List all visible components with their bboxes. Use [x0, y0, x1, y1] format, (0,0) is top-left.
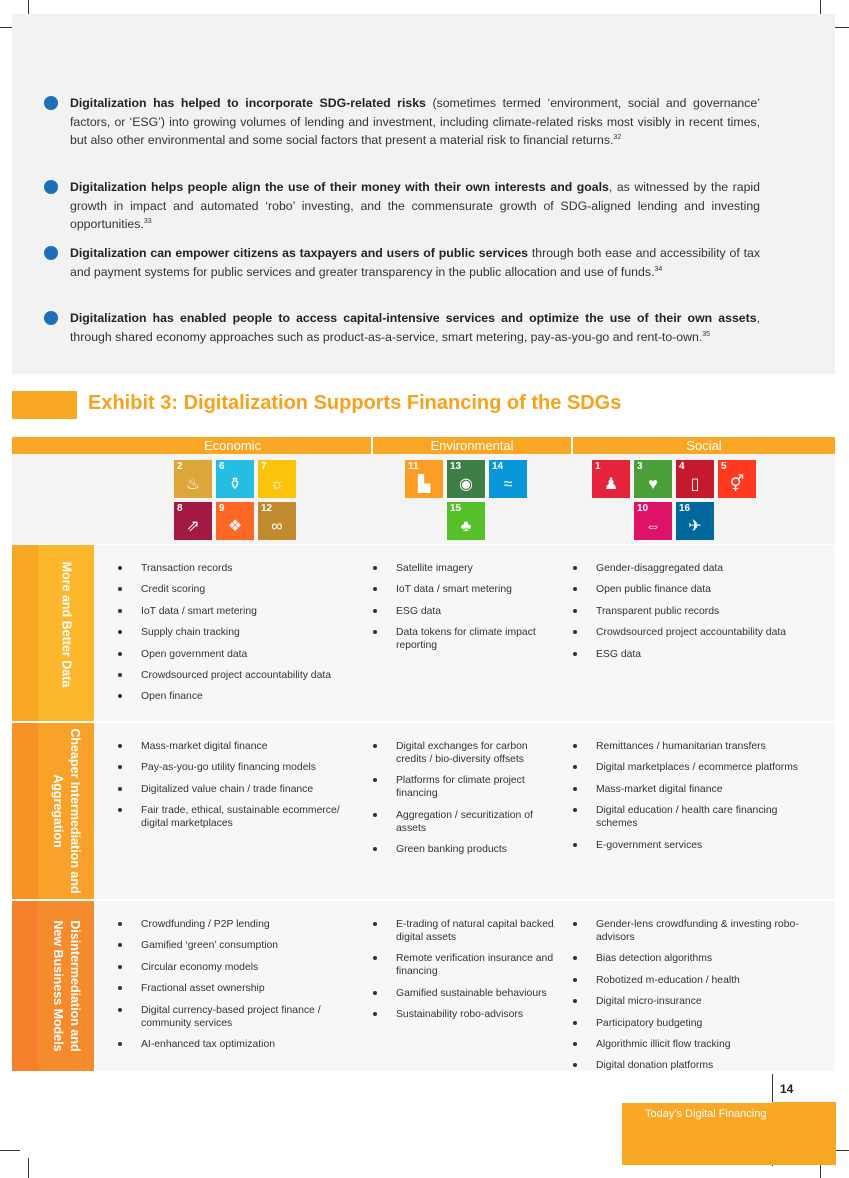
sdg-goal-number: 13 [450, 461, 462, 472]
sdg-goal-icon [216, 502, 254, 540]
sdg-goal-icon [718, 460, 756, 498]
list-item: Gender-lens crowdfunding & investing robo-advisors [569, 918, 809, 944]
list-item: IoT data / smart metering [369, 583, 554, 596]
sdg-goal-number: 14 [492, 461, 504, 472]
key-point [70, 94, 760, 150]
sdg-goal-number: 10 [637, 503, 649, 514]
footer-divider [622, 1102, 772, 1103]
sdg-goal-number: 12 [261, 503, 273, 514]
list-item: Fair trade, ethical, sustainable ecommerce/ digital marketplaces [114, 804, 344, 830]
column-header-economic: Economic [94, 437, 371, 454]
sdg-goal-number: 1 [595, 461, 601, 472]
column-header-social: Social [573, 437, 835, 454]
list-item: Open government data [114, 648, 344, 661]
list-item: IoT data / smart metering [114, 605, 344, 618]
header-corner [12, 437, 94, 454]
list-item: Mass-market digital finance [569, 783, 809, 796]
sdg-glyph-icon: ≈ [503, 476, 513, 493]
crop-mark [0, 1150, 20, 1151]
sdg-goal-number: 15 [450, 503, 462, 514]
crop-mark [28, 1158, 29, 1178]
list-item: Mass-market digital finance [114, 740, 344, 753]
sdg-goal-icon [634, 502, 672, 540]
sdg-glyph-icon: ▯ [690, 476, 700, 493]
list-item: Data tokens for climate impact reporting [369, 626, 554, 652]
footnote-reference[interactable]: 35 [702, 330, 711, 338]
key-point-heading: Digitalization has helped to incorporate SDG-related risks [70, 96, 426, 110]
list-item: Crowdsourced project accountability data [114, 669, 344, 682]
list-item: Satellite imagery [369, 562, 554, 575]
sdg-goal-number: 5 [721, 461, 727, 472]
list-item: ESG data [369, 605, 554, 618]
sdg-goal-icon [447, 502, 485, 540]
footnote-reference[interactable]: 34 [654, 265, 663, 273]
sdg-goal-icon [447, 460, 485, 498]
sdg-glyph-icon: ♟ [603, 476, 619, 493]
sdg-glyph-icon: ▙ [417, 476, 431, 493]
sdg-goal-number: 8 [177, 503, 183, 514]
sdg-glyph-icon: ♣ [460, 518, 472, 535]
column-header-environmental: Environmental [373, 437, 571, 454]
key-point-text: , as witnessed by the rapid growth in impact and automated ‘robo’ investing, and the commensurate growth of SDG-aligned lending and investing opportunities. [70, 180, 761, 231]
list-item: ESG data [569, 648, 809, 661]
sdg-glyph-icon: ⚱ [228, 476, 242, 493]
list-item: Pay-as-you-go utility financing models [114, 761, 344, 774]
list-item: Digital micro-insurance [569, 995, 809, 1008]
list-item: Bias detection algorithms [569, 952, 809, 965]
sdg-goal-icon [174, 502, 212, 540]
publication-name: Today’s Digital Financing [645, 1108, 767, 1120]
key-point-text: (sometimes termed ‘environment, social and governance’ factors, or ‘ESG’) into growing volumes of lending and investment, including climate-related risks most visibly in recent times, but also other environmental and some social factors that present a material risk to financial returns. [70, 96, 760, 147]
sdg-goal-number: 9 [219, 503, 225, 514]
exhibit-accent-bar [12, 391, 77, 419]
row-label: Cheaper Intermediation and Aggregation [51, 728, 82, 894]
footnote-reference[interactable]: 32 [613, 133, 622, 141]
table-cell-social [569, 562, 809, 669]
sdg-goal-number: 2 [177, 461, 183, 472]
key-point-text: through both ease and accessibility of tax and payment systems for public services and greater transparency in the public allocation and use of funds. [70, 246, 760, 279]
key-point-heading: Digitalization helps people align the use of their money with their own interests and goals [70, 180, 609, 194]
list-item: Gender-disaggregated data [569, 562, 809, 575]
list-item: Digital marketplaces / ecommerce platforms [569, 761, 809, 774]
list-item: Algorithmic illicit flow tracking [569, 1038, 809, 1051]
bullet-dot-icon [44, 96, 58, 110]
key-point [70, 309, 760, 346]
table-cell-economic [114, 740, 344, 839]
list-item: Supply chain tracking [114, 626, 344, 639]
sdg-goal-icon [592, 460, 630, 498]
list-item: Participatory budgeting [569, 1017, 809, 1030]
footnote-reference[interactable]: 33 [143, 217, 152, 225]
key-point-text: , through shared economy approaches such as product-as-a-service, smart metering, pay-as-you-go and rent-to-own. [70, 311, 760, 344]
sdg-glyph-icon: ✈ [688, 518, 702, 535]
table-cell-environmental [369, 918, 554, 1030]
key-point [70, 178, 760, 234]
sdg-goal-number: 16 [679, 503, 691, 514]
exhibit-title: Exhibit 3: Digitalization Supports Financing of the SDGs [88, 392, 622, 414]
list-item: Aggregation / securitization of assets [369, 809, 554, 835]
sdg-goal-icon [676, 460, 714, 498]
list-item: Crowdsourced project accountability data [569, 626, 809, 639]
list-item: E-trading of natural capital backed digital assets [369, 918, 554, 944]
sdg-goal-icon [216, 460, 254, 498]
key-point-heading: Digitalization can empower citizens as taxpayers and users of public services [70, 246, 529, 260]
key-point [70, 244, 760, 281]
list-item: Fractional asset ownership [114, 982, 344, 995]
list-item: Robotized m-education / health [569, 974, 809, 987]
list-item: Sustainability robo-advisors [369, 1008, 554, 1021]
list-item: Open finance [114, 690, 344, 703]
list-item: Digital education / health care financing schemes [569, 804, 809, 830]
list-item: Circular economy models [114, 961, 344, 974]
bullet-dot-icon [44, 311, 58, 325]
key-point-heading: Digitalization has enabled people to access capital-intensive services and optimize the use of their own assets [70, 311, 757, 325]
list-item: Remittances / humanitarian transfers [569, 740, 809, 753]
page-number: 14 [780, 1082, 794, 1096]
list-item: Remote verification insurance and financing [369, 952, 554, 978]
list-item: Crowdfunding / P2P lending [114, 918, 344, 931]
sdg-goal-icon [258, 460, 296, 498]
sdg-glyph-icon: ∞ [271, 518, 283, 535]
table-cell-economic [114, 918, 344, 1059]
list-item: E-government services [569, 839, 809, 852]
sdg-goal-icon [174, 460, 212, 498]
list-item: Open public finance data [569, 583, 809, 596]
list-item: Gamified ‘green’ consumption [114, 939, 344, 952]
table-cell-environmental [369, 740, 554, 865]
list-item: Digitalized value chain / trade finance [114, 783, 344, 796]
sdg-glyph-icon: ☼ [269, 476, 285, 493]
sdg-glyph-icon: ◉ [459, 476, 473, 493]
sdg-goal-icon [676, 502, 714, 540]
sdg-glyph-icon: ⇔ [645, 518, 661, 535]
list-item: Gamified sustainable behaviours [369, 987, 554, 1000]
list-item: Platforms for climate project financing [369, 774, 554, 800]
sdg-goal-number: 3 [637, 461, 643, 472]
sdg-glyph-icon: ⚥ [729, 476, 745, 493]
sdg-goal-icon [489, 460, 527, 498]
sdg-goal-number: 11 [408, 461, 419, 472]
sdg-goal-number: 6 [219, 461, 225, 472]
table-cell-environmental [369, 562, 554, 661]
table-cell-social [569, 740, 809, 860]
bullet-dot-icon [44, 246, 58, 260]
list-item: Transaction records [114, 562, 344, 575]
sdg-goal-icon [405, 460, 443, 498]
sdg-goal-icon [258, 502, 296, 540]
row-label: More and Better Data [59, 561, 74, 688]
list-item: Green banking products [369, 843, 554, 856]
list-item: Digital donation platforms [569, 1059, 809, 1072]
sdg-glyph-icon: ♥ [648, 476, 658, 493]
table-cell-economic [114, 562, 344, 712]
sdg-glyph-icon: ♨ [185, 476, 201, 493]
sdg-goal-number: 7 [261, 461, 267, 472]
sdg-goal-number: 4 [679, 461, 685, 472]
table-cell-social [569, 918, 809, 1081]
bullet-dot-icon [44, 180, 58, 194]
list-item: Digital currency-based project finance / community services [114, 1004, 344, 1030]
list-item: Digital exchanges for carbon credits / bio-diversity offsets [369, 740, 554, 766]
row-label: Disintermediation and New Business Models [51, 920, 82, 1052]
list-item: AI-enhanced tax optimization [114, 1038, 344, 1051]
sdg-goal-icon [634, 460, 672, 498]
sdg-glyph-icon: ❖ [227, 518, 243, 535]
sdg-glyph-icon: ⇗ [186, 518, 200, 535]
list-item: Transparent public records [569, 605, 809, 618]
list-item: Credit scoring [114, 583, 344, 596]
